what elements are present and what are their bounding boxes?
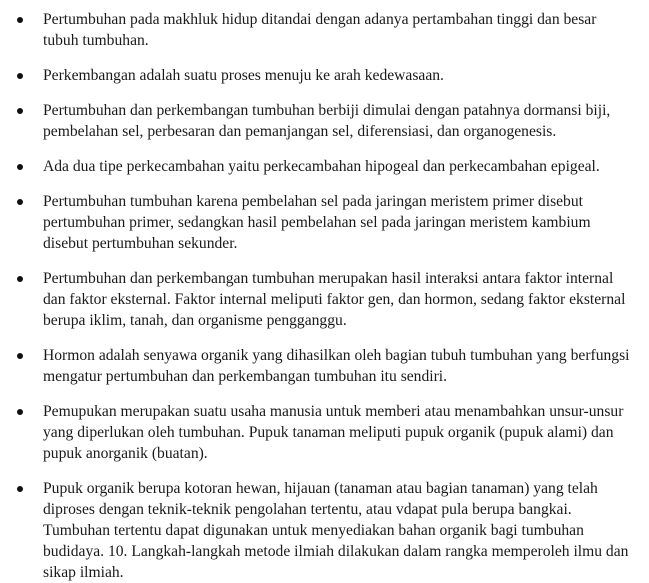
list-item-text: Pertumbuhan dan perkembangan tumbuhan berbiji dimulai dengan patahnya dormansi biji, pembelahan sel, perbesaran dan pemanjangan sel, diferensiasi, dan organogenesis. bbox=[43, 102, 611, 140]
bullet-list bbox=[0, 9, 631, 583]
list-item bbox=[0, 191, 631, 254]
list-item-text: Hormon adalah senyawa organik yang dihasilkan oleh bagian tubuh tumbuhan yang berfungsi mengatur pertumbuhan dan perkembangan tumbuhan itu sendiri. bbox=[43, 347, 630, 385]
bullet-icon bbox=[17, 73, 23, 79]
list-item-text: Pertumbuhan tumbuhan karena pembelahan sel pada jaringan meristem primer disebut pertumbuhan primer, sedangkan hasil pembelahan sel pada jaringan meristem kambium disebut pertumbuhan sekunder. bbox=[43, 193, 591, 252]
list-item bbox=[0, 478, 631, 583]
list-item bbox=[0, 156, 631, 177]
bullet-icon bbox=[17, 108, 23, 114]
list-item bbox=[0, 65, 631, 86]
list-item bbox=[0, 100, 631, 142]
bullet-icon bbox=[17, 276, 23, 282]
bullet-icon bbox=[17, 17, 23, 23]
bullet-icon bbox=[17, 164, 23, 170]
bullet-icon bbox=[17, 409, 23, 415]
list-item-text: Ada dua tipe perkecambahan yaitu perkecambahan hipogeal dan perkecambahan epigeal. bbox=[43, 158, 600, 175]
list-item-text: Pupuk organik berupa kotoran hewan, hijauan (tanaman atau bagian tanaman) yang telah diproses dengan teknik-teknik pengolahan tertentu, atau vdapat pula berupa bangkai. Tumbuhan tertentu dapat digunakan untuk menyediakan bahan organik bagi tumbuhan budidaya. 10. Langkah-langkah metode ilmiah dilakukan dalam rangka memperoleh ilmu dan sikap ilmiah. bbox=[43, 480, 629, 581]
list-item-text: Pemupukan merupakan suatu usaha manusia untuk memberi atau menambahkan unsur-unsur yang diperlukan oleh tumbuhan. Pupuk tanaman meliputi pupuk organik (pupuk alami) dan pupuk anorganik (buatan). bbox=[43, 403, 624, 462]
bullet-icon bbox=[17, 486, 23, 492]
bullet-icon bbox=[17, 353, 23, 359]
list-item-text: Pertumbuhan pada makhluk hidup ditandai dengan adanya pertambahan tinggi dan besar tubuh tumbuhan. bbox=[43, 11, 597, 49]
list-item-text: Perkembangan adalah suatu proses menuju ke arah kedewasaan. bbox=[43, 67, 444, 84]
list-item bbox=[0, 345, 631, 387]
list-item bbox=[0, 401, 631, 464]
list-item bbox=[0, 268, 631, 331]
list-item-text: Pertumbuhan dan perkembangan tumbuhan merupakan hasil interaksi antara faktor internal dan faktor eksternal. Faktor internal meliputi faktor gen, dan hormon, sedang faktor eksternal berupa iklim, tanah, dan organisme pengganggu. bbox=[43, 270, 626, 329]
bullet-icon bbox=[17, 199, 23, 205]
list-item bbox=[0, 9, 631, 51]
